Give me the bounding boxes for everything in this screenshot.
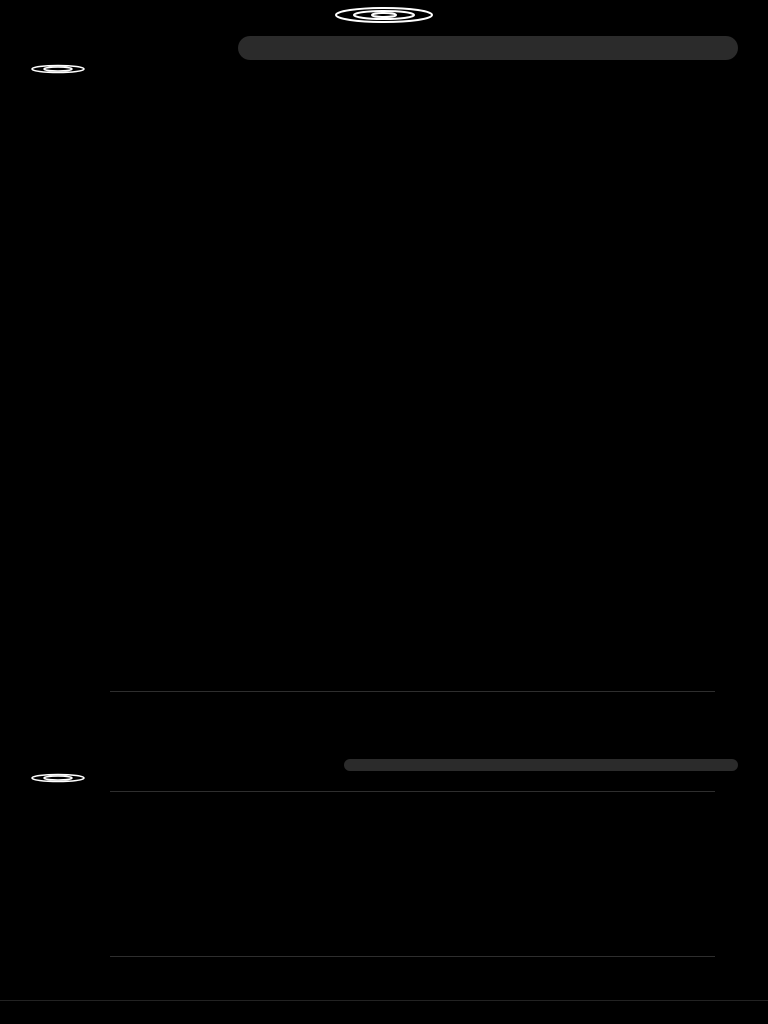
assistant-conclusion xyxy=(110,694,715,754)
user-message xyxy=(238,36,738,60)
assistant-closing xyxy=(110,960,715,994)
section-divider xyxy=(110,791,715,792)
openai-logo-icon xyxy=(332,6,436,24)
assistant-message xyxy=(110,796,715,952)
assistant-avatar-icon xyxy=(30,773,86,783)
assistant-avatar-icon xyxy=(30,64,86,74)
section-divider xyxy=(110,691,715,692)
section-divider xyxy=(110,956,715,957)
footer-divider xyxy=(0,1000,768,1001)
footer-link[interactable] xyxy=(0,1006,768,1020)
assistant-message xyxy=(110,66,715,690)
assistant-message-intro xyxy=(110,775,715,789)
user-message xyxy=(344,759,738,771)
